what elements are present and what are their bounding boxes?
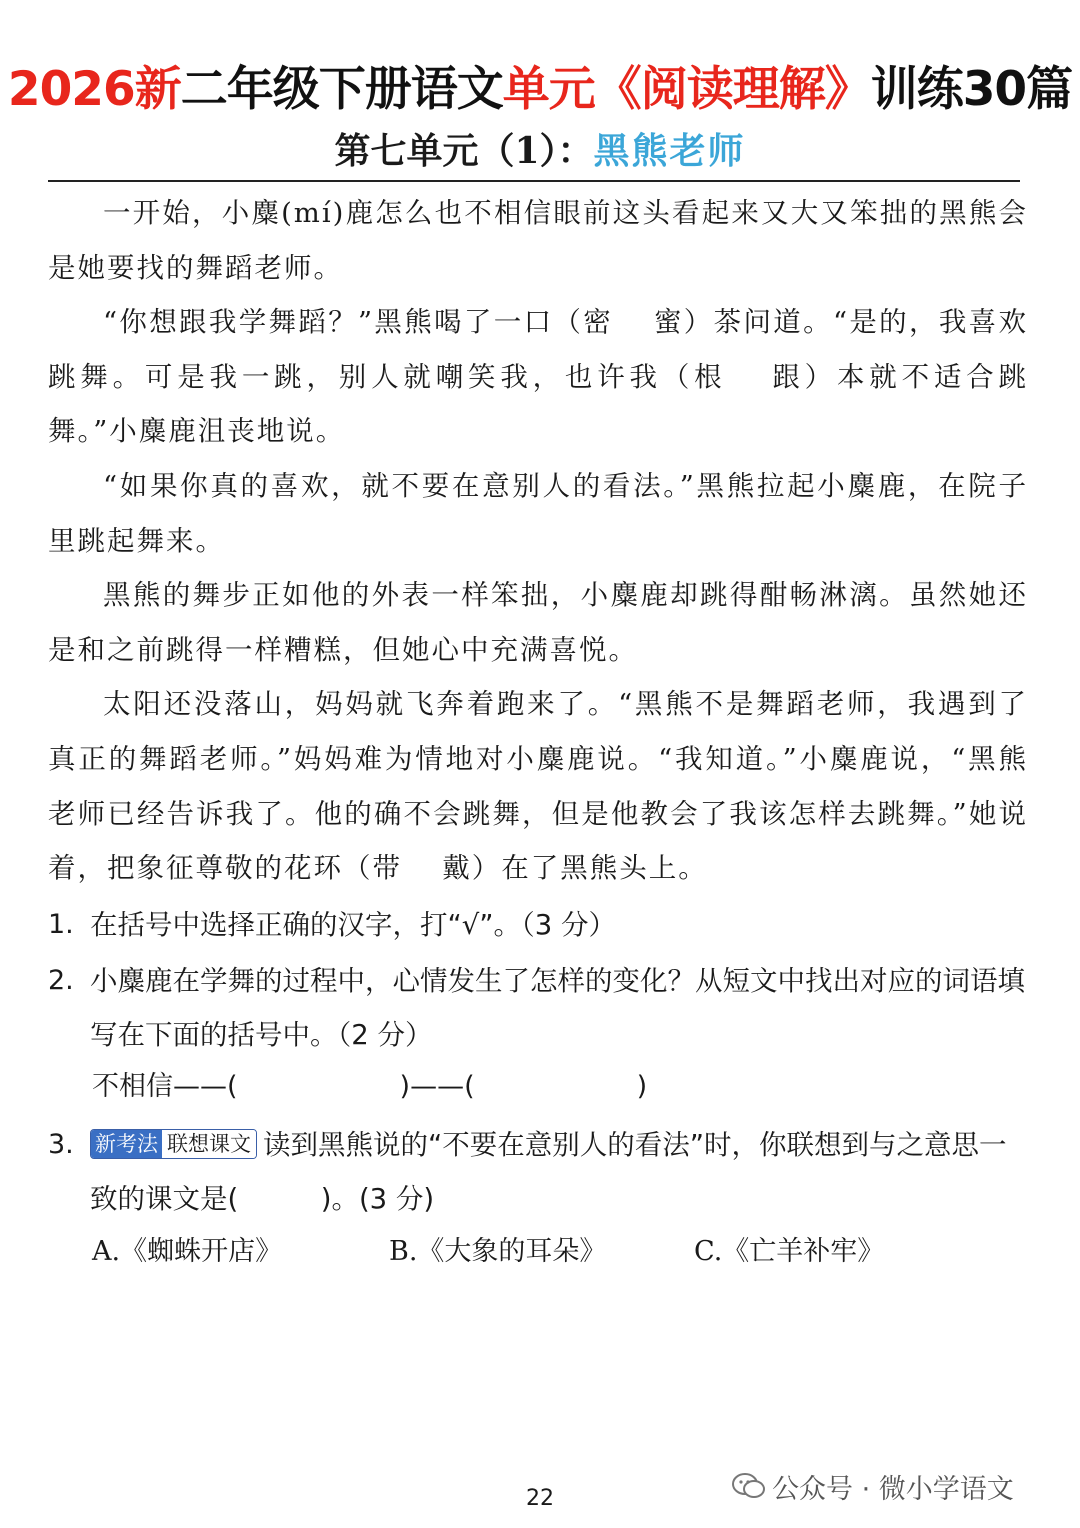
- question-text: 小麋鹿在学舞的过程中，心情发生了怎样的变化？从短文中找出对应的词语填写在下面的括号中。（2 分）: [90, 965, 1025, 1051]
- question-number: 1.: [48, 909, 74, 940]
- title-divider: [48, 180, 1020, 182]
- document-title: [0, 52, 1080, 128]
- question-tag: [90, 1129, 257, 1159]
- wechat-watermark: [732, 1466, 1014, 1506]
- passage-paragraph: 一开始，小麋(mí)鹿怎么也不相信眼前这头看起来又大又笨拙的黑熊会是她要找的舞蹈老师。: [48, 197, 1028, 284]
- passage-paragraph: 太阳还没落山，妈妈就飞奔着跑来了。“黑熊不是舞蹈老师，我遇到了真正的舞蹈老师。”妈妈难为情地对小麋鹿说。“我知道。”小麋鹿说，“黑熊老师已经告诉我了。他的确不会跳舞，但是他教会了我该怎样去跳舞。”她说着，把象征尊敬的花环（带 戴）在了黑熊头上。: [48, 688, 1028, 885]
- question-text: 读到黑熊说的“不要在意别人的看法”时，你联想到与之意思一致的课文是( )。(3 分): [90, 1129, 1007, 1215]
- page-number: 22: [526, 1486, 554, 1511]
- title-unit: 单元《阅读理解》: [502, 62, 871, 117]
- reading-passage: [48, 186, 1028, 896]
- option-b[interactable]: B.《大象的耳朵》: [389, 1236, 607, 1267]
- section-title: [0, 124, 1080, 178]
- passage-paragraph: “你想跟我学舞蹈？”黑熊喝了一口（密 蜜）茶问道。“是的，我喜欢跳舞。可是我一跳，别人就嘲笑我，也许我（根 跟）本就不适合跳舞。”小麋鹿沮丧地说。: [48, 306, 1028, 448]
- section-prefix: 第七单元（1）：: [334, 130, 594, 172]
- tag-new-method: 新考法: [91, 1130, 162, 1158]
- passage-paragraph: “如果你真的喜欢，就不要在意别人的看法。”黑熊拉起小麋鹿，在院子里跳起舞来。: [48, 469, 1028, 557]
- title-year: 2026新: [7, 62, 181, 117]
- passage-paragraph: 黑熊的舞步正如他的外表一样笨拙，小麋鹿却跳得酣畅淋漓。虽然她还是和之前跳得一样糟糕，但她心中充满喜悦。: [48, 579, 1028, 666]
- tag-text-link: 联想课文: [162, 1130, 256, 1158]
- answer-fill-line[interactable]: 不相信——( )——( ): [92, 1071, 648, 1102]
- question-number: 3.: [48, 1129, 74, 1160]
- question-text: 在括号中选择正确的汉字，打“√”。（3 分）: [90, 909, 617, 941]
- question-number: 2.: [48, 965, 74, 996]
- option-c[interactable]: C.《亡羊补牢》: [694, 1236, 885, 1267]
- question-2: [48, 954, 1030, 1062]
- story-title: 黑熊老师: [593, 130, 746, 172]
- question-body: [90, 1118, 1030, 1226]
- title-grade: 二年级下册语文: [180, 62, 503, 117]
- watermark-text: 公众号 · 微小学语文: [772, 1473, 1014, 1505]
- question-1: [48, 898, 1030, 952]
- title-count: 训练30篇: [870, 62, 1073, 117]
- option-a[interactable]: A.《蜘蛛开店》: [92, 1236, 283, 1267]
- question-3: [48, 1118, 1030, 1226]
- wechat-icon: [732, 1472, 766, 1500]
